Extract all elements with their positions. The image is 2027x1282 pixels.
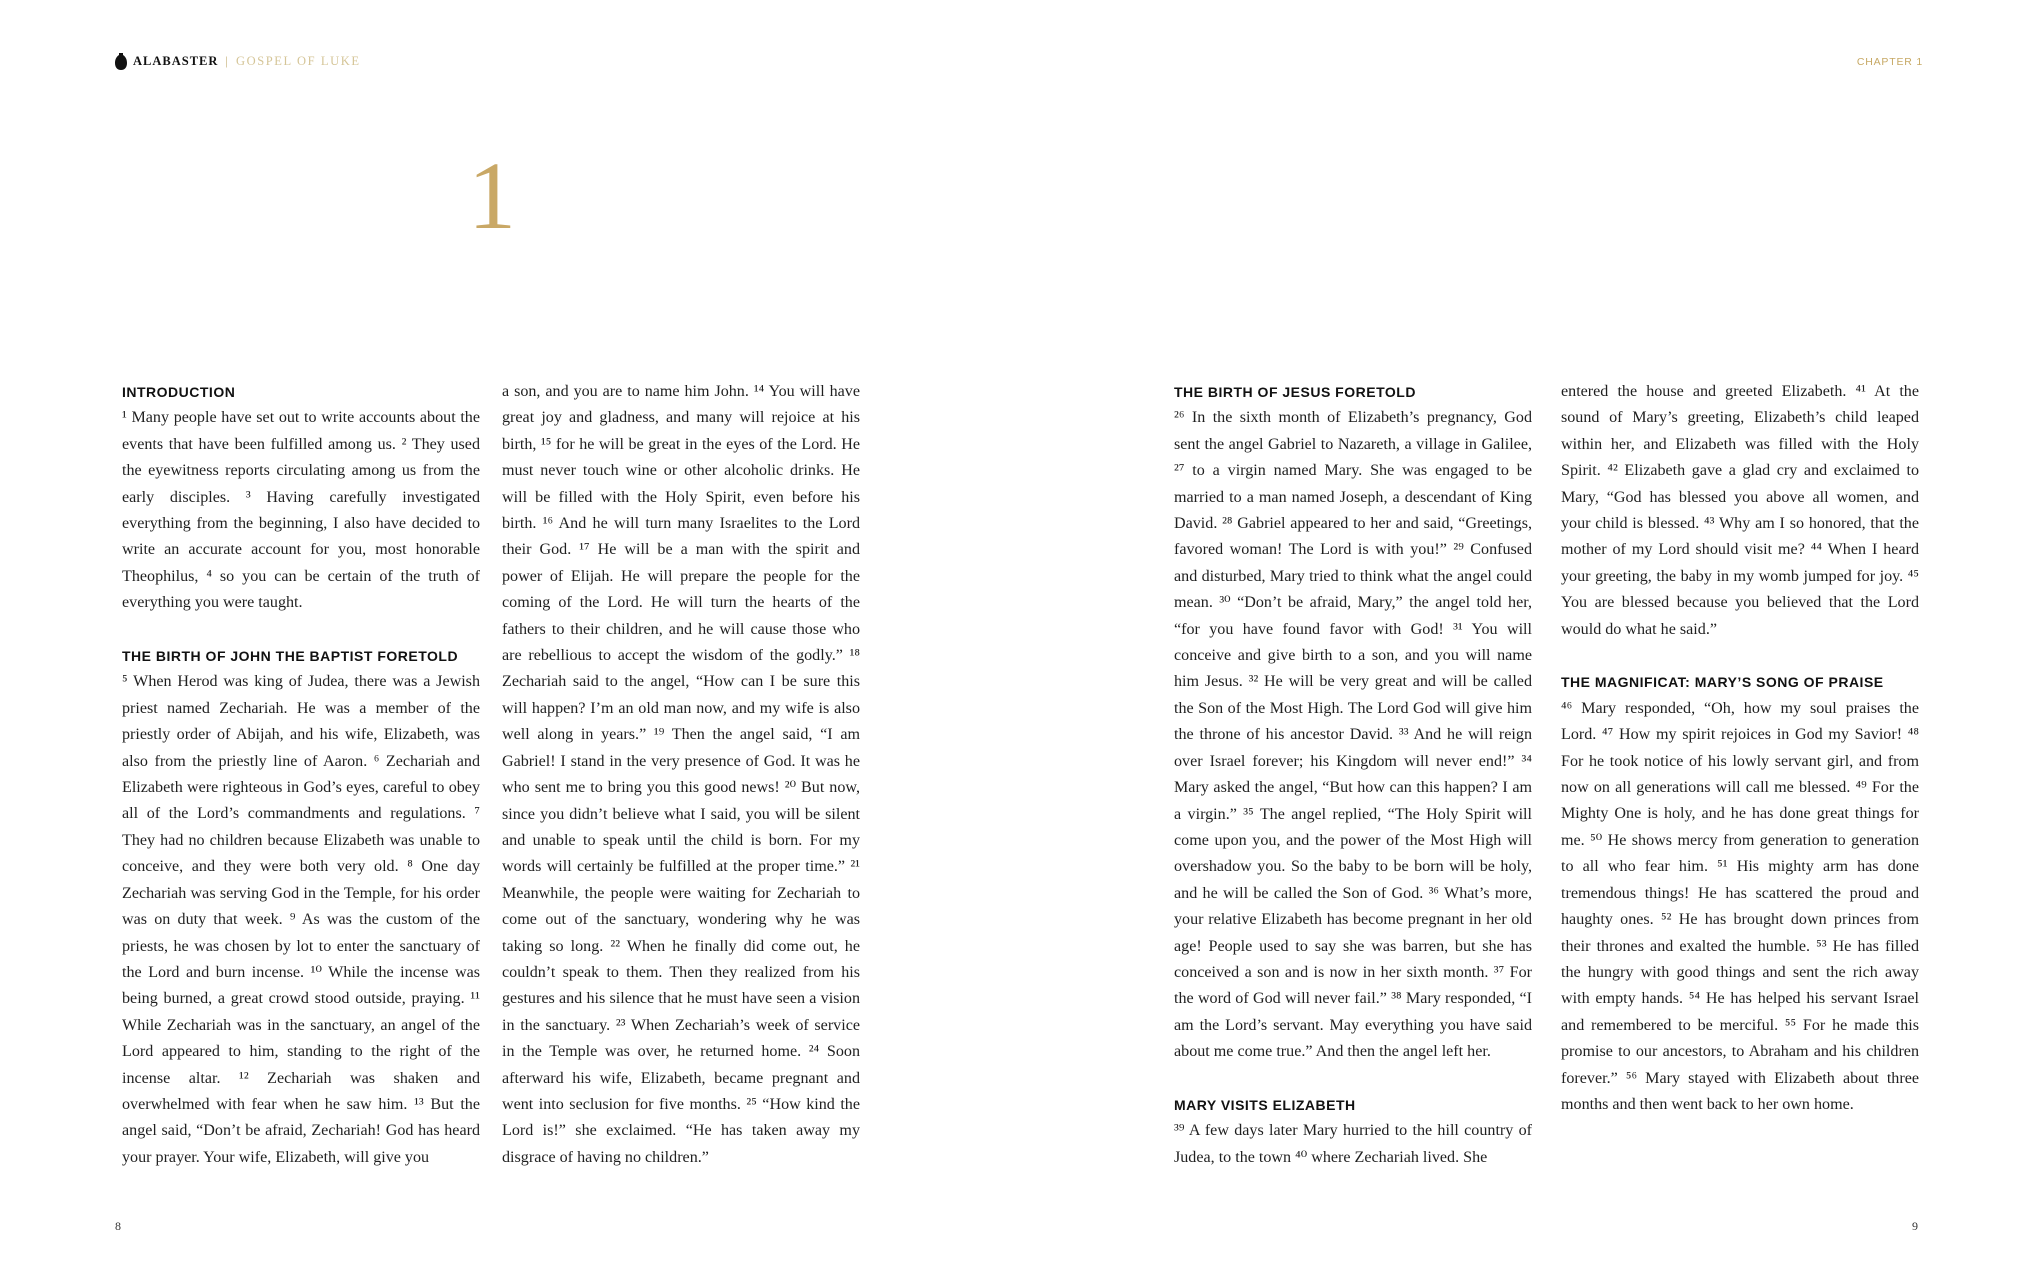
- section-heading-birth-of-jesus: THE BIRTH OF JESUS FORETOLD: [1174, 384, 1416, 400]
- paragraph-magnificat: ⁴⁶ Mary responded, “Oh, how my soul praises the Lord. ⁴⁷ How my spirit rejoices in God my Savior! ⁴⁸ For he took notice of his lowly servant girl, and from now on all generations will call me blessed. ⁴⁹ For the Mighty One is holy, and he has done great things for me. ⁵⁰ He shows mercy from generation to generation to all who fear him. ⁵¹ His mighty arm has done tremendous things! He has scattered the proud and haughty ones. ⁵² He has brought down princes from their thrones and exalted the humble. ⁵³ He has filled the hungry with good things and sent the rich away with empty hands. ⁵⁴ He has helped his servant Israel and remembered to be merciful. ⁵⁵ For he made this promise to our ancestors, to Abraham and his children forever.” ⁵⁶ Mary stayed with Elizabeth about three months and then went back to her own home.: [1561, 699, 1919, 1113]
- paragraph-mary-visits-elizabeth-continued: entered the house and greeted Elizabeth. ⁴¹ At the sound of Mary’s greeting, Elizabeth’s child leaped within her, and Elizabeth was filled with the Holy Spirit. ⁴² Elizabeth gave a glad cry and exclaimed to Mary, “God has blessed you above all women, and your child is blessed. ⁴³ Why am I so honored, that the mother of my Lord should visit me? ⁴⁴ When I heard your greeting, the baby in my womb jumped for joy. ⁴⁵ You are blessed because you believed that the Lord would do what he said.”: [1561, 383, 1919, 638]
- paragraph-birth-of-john: ⁵ When Herod was king of Judea, there was a Jewish priest named Zechariah. He was a member of the priestly order of Abijah, and his wife, Elizabeth, was also from the priestly line of Aaron. ⁶ Zechariah and Elizabeth were righteous in God’s eyes, careful to obey all of the Lord’s commandments and regulations. ⁷ They had no children because Elizabeth was unable to conceive, and they were both very old. ⁸ One day Zechariah was serving God in the Temple, for his order was on duty that week. ⁹ As was the custom of the priests, he was chosen by lot to enter the sanctuary of the Lord and burn incense. ¹⁰ While the incense was being burned, a great crowd stood outside, praying. ¹¹ While Zechariah was in the sanctuary, an angel of the Lord appeared to him, standing to the right of the incense altar. ¹² Zechariah was shaken and overwhelmed with fear when he saw him. ¹³ But the angel said, “Don’t be afraid, Zechariah! God has heard your prayer. Your wife, Elizabeth, will give you: [122, 673, 480, 1166]
- text-column-1: [122, 379, 480, 1171]
- brand-header: [115, 53, 361, 70]
- page-number-left: 8: [115, 1219, 121, 1233]
- paragraph-introduction: ¹ Many people have set out to write accounts about the events that have been fulfilled among us. ² They used the eyewitness reports circulating among us from the early disciples. ³ Having carefully investigated everything from the beginning, I also have decided to write an accurate account for you, most honorable Theophilus, ⁴ so you can be certain of the truth of everything you were taught.: [122, 409, 480, 612]
- book-title: GOSPEL OF LUKE: [235, 54, 361, 68]
- section-heading-mary-visits-elizabeth: MARY VISITS ELIZABETH: [1174, 1096, 1356, 1113]
- paragraph-mary-visits-elizabeth: ³⁹ A few days later Mary hurried to the hill country of Judea, to the town ⁴⁰ where Zechariah lived. She: [1174, 1122, 1532, 1166]
- text-column-2: [502, 379, 860, 1171]
- chapter-number: 1: [468, 142, 516, 249]
- brand-name: ALABASTER: [133, 54, 219, 68]
- section-heading-birth-of-john: THE BIRTH OF JOHN THE BAPTIST FORETOLD: [122, 648, 459, 665]
- paragraph-birth-of-jesus: ²⁶ In the sixth month of Elizabeth’s pregnancy, God sent the angel Gabriel to Nazareth, a village in Galilee, ²⁷ to a virgin named Mary. She was engaged to be married to a man named Joseph, a descendant of King David. ²⁸ Gabriel appeared to her and said, “Greetings, favored woman! The Lord is with you!” ²⁹ Confused and disturbed, Mary tried to think what the angel could mean. ³⁰ “Don’t be afraid, Mary,” the angel told her, “for you have found favor with God! ³¹ You will conceive and give birth to a son, and you will name him Jesus. ³² He will be very great and will be called the Son of the Most High. The Lord God will give him the throne of his ancestor David. ³³ And he will reign over Israel forever; his Kingdom will never end!” ³⁴ Mary asked the angel, “But how can this happen? I am a virgin.” ³⁵ The angel replied, “The Holy Spirit will come upon you, and the power of the Most High will overshadow you. So the baby to be born will be holy, and he will be called the Son of God. ³⁶ What’s more, your relative Elizabeth has become pregnant in her old age! People used to say she was barren, but she has conceived a son and is now in her sixth month. ³⁷ For the word of God will never fail.” ³⁸ Mary responded, “I am the Lord’s servant. May everything you have said about me come true.” And then the angel left her.: [1174, 409, 1532, 1061]
- brand-separator: |: [225, 54, 229, 68]
- page-number-right: 9: [1912, 1219, 1918, 1233]
- text-column-4: [1561, 379, 1919, 1118]
- section-heading-introduction: INTRODUCTION: [122, 384, 236, 400]
- paragraph-birth-of-john-continued: a son, and you are to name him John. ¹⁴ You will have great joy and gladness, and many will rejoice at his birth, ¹⁵ for he will be great in the eyes of the Lord. He must never touch wine or other alcoholic drinks. He will be filled with the Holy Spirit, even before his birth. ¹⁶ And he will turn many Israelites to the Lord their God. ¹⁷ He will be a man with the spirit and power of Elijah. He will prepare the people for the coming of the Lord. He will turn the hearts of the fathers to their children, and he will cause those who are rebellious to accept the wisdom of the godly.” ¹⁸ Zechariah said to the angel, “How can I be sure this will happen? I’m an old man now, and my wife is also well along in years.” ¹⁹ Then the angel said, “I am Gabriel! I stand in the very presence of God. It was he who sent me to bring you this good news! ²⁰ But now, since you didn’t believe what I said, you will be silent and unable to speak until the child is born. For my words will certainly be fulfilled at the proper time.” ²¹ Meanwhile, the people were waiting for Zechariah to come out of the sanctuary, wondering why he was taking so long. ²² When he finally did come out, he couldn’t speak to them. Then they realized from his gestures and his silence that he must have seen a vision in the sanctuary. ²³ When Zechariah’s week of service in the Temple was over, he returned home. ²⁴ Soon afterward his wife, Elizabeth, became pregnant and went into seclusion for five months. ²⁵ “How kind the Lord is!” she exclaimed. “He has taken away my disgrace of having no children.”: [502, 383, 860, 1166]
- alabaster-jar-icon: [115, 53, 127, 70]
- chapter-label: CHAPTER 1: [1856, 56, 1923, 68]
- section-heading-magnificat: THE MAGNIFICAT: MARY’S SONG OF PRAISE: [1561, 674, 1884, 691]
- text-column-3: [1174, 379, 1532, 1171]
